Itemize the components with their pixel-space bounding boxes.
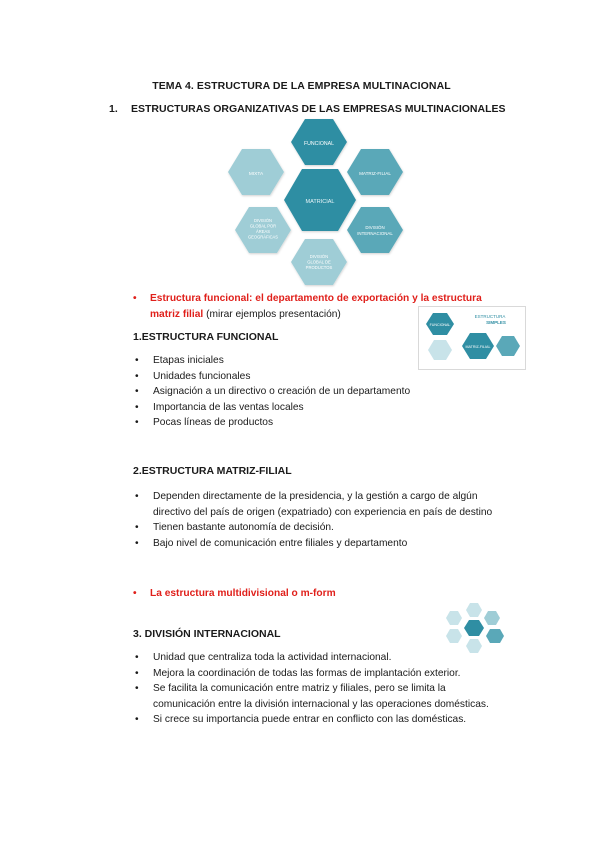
list-item: • Si crece su importancia puede entrar en conflicto con las domésticas. [135, 714, 467, 726]
highlight-multidivisional [133, 586, 336, 602]
section-heading-text: ESTRUCTURAS ORGANIZATIVAS DE LAS EMPRESAS MULTINACIONALES [131, 103, 506, 115]
hex-lower-right [347, 207, 403, 253]
thumb2-hex-top [466, 603, 482, 617]
hex-label-upper-left: MIXTA [248, 172, 264, 177]
hex-label-lower-left-1: DIVISIÓN [254, 218, 272, 223]
hex-label-top: FUNCIONAL [304, 141, 334, 147]
hex-label-lower-left-2: GLOBAL POR [249, 223, 277, 229]
matriz-list [133, 489, 512, 551]
matriz-heading: 2.ESTRUCTURA MATRIZ-FILIAL [133, 465, 292, 477]
funcional-list [133, 353, 473, 431]
list-item: • Asignación a un directivo o creación de un departamento [135, 386, 411, 398]
hex-label-lower-left-4: GEOGRÁFICAS [247, 234, 279, 240]
thumb-label-top: ESTRUCTURA [474, 314, 506, 319]
hex-label-lower-right-1: DIVISIÓN [365, 225, 385, 230]
thumb2-hex-ll [446, 629, 462, 643]
list-item: • Dependen directamente de la presidencia, y la gestión a cargo de algún directivo del país de origen (expatriado) con experiencia en país de destino [135, 491, 493, 518]
bullet: • [133, 588, 137, 599]
thumb-label-top2: SIMPLES [486, 320, 506, 325]
thumb-label-node1: FUNCIONAL [429, 323, 451, 327]
list-item: • Unidad que centraliza toda la actividad internacional. [135, 652, 392, 663]
list-item: • Unidades funcionales [135, 370, 251, 382]
hex-label-bottom-3: PRODUCTOS [305, 265, 333, 270]
hex-label-upper-right: MATRIZ-FILIAL [359, 171, 391, 176]
hex-label-bottom-1: DIVISIÓN [309, 254, 329, 259]
list-item: • Tienen bastante autonomía de decisión. [135, 522, 334, 534]
thumb2-hex-ul [446, 611, 462, 625]
list-item: • Importancia de las ventas locales [135, 401, 304, 413]
list-item: • Etapas iniciales [135, 355, 224, 366]
list-item: • Se facilita la comunicación entre matriz y filiales, pero se limita la comunicación entre la división internacional y las operaciones domésticas. [135, 683, 489, 710]
highlight-red-text: La estructura multidivisional o m-form [150, 588, 336, 599]
thumb2-hex-lr [486, 629, 504, 643]
hex-label-lower-left-3: ÁREAS [256, 229, 270, 234]
hex-label-bottom-2: GLOBAL DE [307, 259, 331, 265]
funcional-heading: 1.ESTRUCTURA FUNCIONAL [133, 331, 279, 343]
highlight-normal-text: (mirar ejemplos presentación) [206, 308, 341, 320]
multidivisional-thumbnail [440, 600, 516, 654]
thumb-label-node2: MATRIZ-FILIAL [465, 345, 491, 349]
highlight-red-text: Estructura funcional: el departamento de exportación y la estructura [150, 293, 482, 304]
thumb2-hex-ur [484, 611, 500, 625]
section-number: 1. [109, 103, 118, 115]
division-heading: 3. DIVISIÓN INTERNACIONAL [133, 628, 281, 640]
highlight-red-text-2: matriz filial [150, 308, 204, 320]
list-item: • Mejora la coordinación de todas las formas de implantación exterior. [135, 667, 461, 679]
hex-label-center: MATRICIAL [305, 199, 335, 205]
division-list [133, 650, 512, 728]
page-title: TEMA 4. ESTRUCTURA DE LA EMPRESA MULTINACIONAL [152, 80, 451, 92]
thumb2-hex-center [464, 620, 484, 636]
list-item: • Bajo nivel de comunicación entre filiales y departamento [135, 537, 408, 549]
section-heading-1 [109, 103, 506, 115]
organizational-structures-diagram [225, 118, 420, 293]
hex-label-lower-right-2: INTERNACIONAL [357, 231, 393, 236]
bullet: • [133, 293, 137, 304]
list-item: • Pocas líneas de productos [135, 417, 274, 429]
